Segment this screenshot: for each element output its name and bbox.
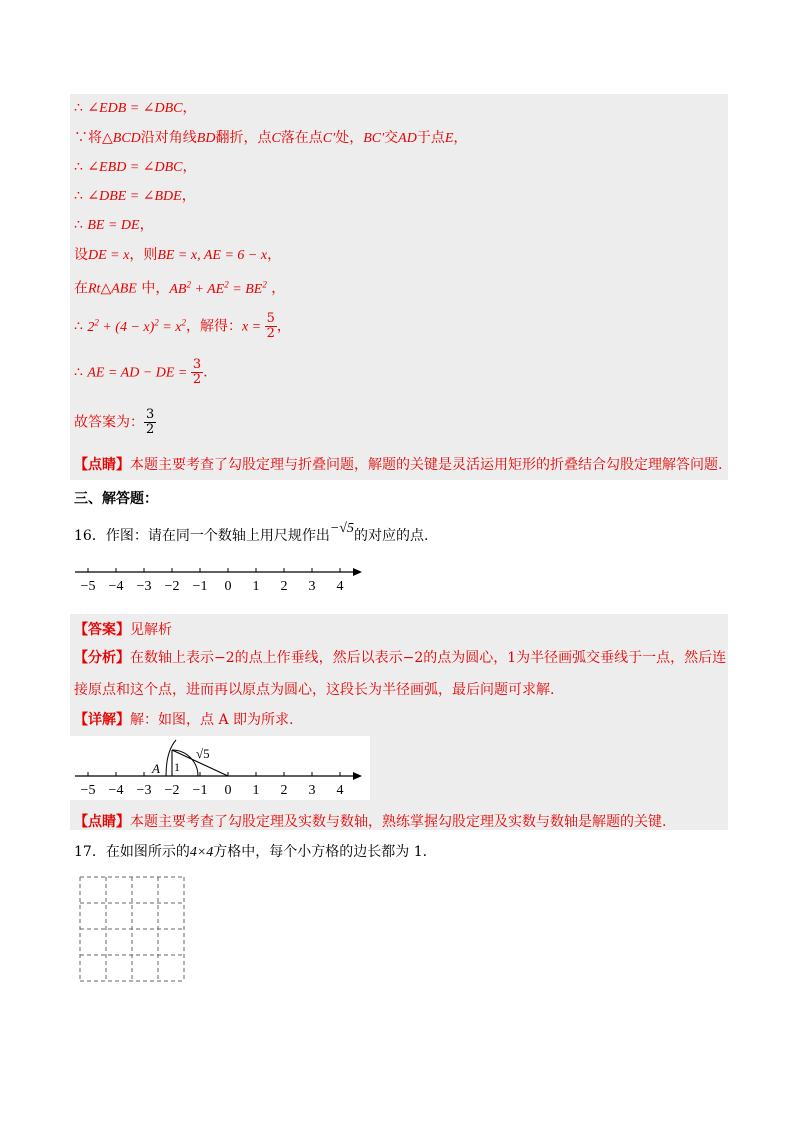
section-title: 三、解答题： [74,491,158,507]
line-5: ∴ BE = DE， [74,217,154,233]
axis-tick-label: 0 [224,579,232,594]
label-sqrt5: √5 [196,746,210,761]
axis-tick-label: 0 [224,783,232,798]
axis-tick-label: −3 [136,783,152,798]
number-line-1 [70,560,370,596]
line-11: 【点睛】本题主要考查了勾股定理与折叠问题，解题的关键是灵活运用矩形的折叠结合勾股定理解答问题. [74,457,723,473]
axis-tick-label: −5 [80,579,96,594]
axis-tick-label: −1 [192,783,208,798]
axis-tick-label: −1 [192,579,208,594]
detail-line: 【详解】解：如图，点 A 即为所求. [74,712,294,728]
axis-tick-label: −2 [164,579,180,594]
label-A: A [152,761,160,776]
grid-4x4 [78,875,188,985]
construction-figure [70,736,370,800]
line-2: ∵将△BCD沿对角线BD翻折，点C落在点C′处，BC′交AD于点E， [74,130,468,146]
line-4: ∴ ∠DBE = ∠BDE， [74,188,196,204]
line-7: 在Rt△ABE 中，$AB^2 + AE^2 = BE^2$ ， [74,279,286,297]
axis-tick-label: −5 [80,783,96,798]
axis-tick-label: 1 [252,783,260,798]
label-1: 1 [174,760,180,774]
axis-tick-label: 1 [252,579,260,594]
axis-tick-label: 2 [280,783,288,798]
axis-tick-label: 3 [308,783,316,798]
answer-line: 【答案】见解析 [74,622,172,638]
axis-tick-label: 2 [280,579,288,594]
dianjing-line-2: 【点睛】本题主要考查了勾股定理及实数与数轴，熟练掌握勾股定理及实数与数轴是解题的关键. [74,814,667,830]
line-10: 故答案为： $\frac{3}{2}$ [74,407,155,437]
line-3: ∴ ∠EBD = ∠DBC， [74,159,197,175]
axis-tick-label: −4 [108,579,124,594]
analysis-line-2: 接原点和这个点，进而再以原点为圆心，这段长为半径画弧，最后问题可求解. [74,682,555,698]
axis-tick-label: −3 [136,579,152,594]
question-16: 16．作图：请在同一个数轴上用尺规作出−√5的对应的点. [74,521,429,544]
axis-tick-label: 3 [308,579,316,594]
axis-tick-label: −4 [108,783,124,798]
axis-tick-label: 4 [336,579,344,594]
analysis-line-1: 【分析】在数轴上表示−2的点上作垂线，然后以表示−2的点为圆心，1为半径画弧交垂线于一点，然后连 [74,650,727,666]
axis-tick-label: −2 [164,783,180,798]
line-6: 设DE = x，则BE = x, AE = 6 − x， [74,247,282,263]
line-9: ∴ AE = AD − DE = $\frac{3}{2}$ . [74,357,208,387]
line-8: ∴ $2^2 + (4 - x)^2 = x^2$，解得：x = $\frac{5}{2}$ ， [74,311,291,342]
axis-tick-label: 4 [336,783,344,798]
line-1: ∴ ∠EDB = ∠DBC， [74,100,197,116]
question-17: 17．在如图所示的4×4方格中，每个小方格的边长都为 1. [74,844,428,860]
